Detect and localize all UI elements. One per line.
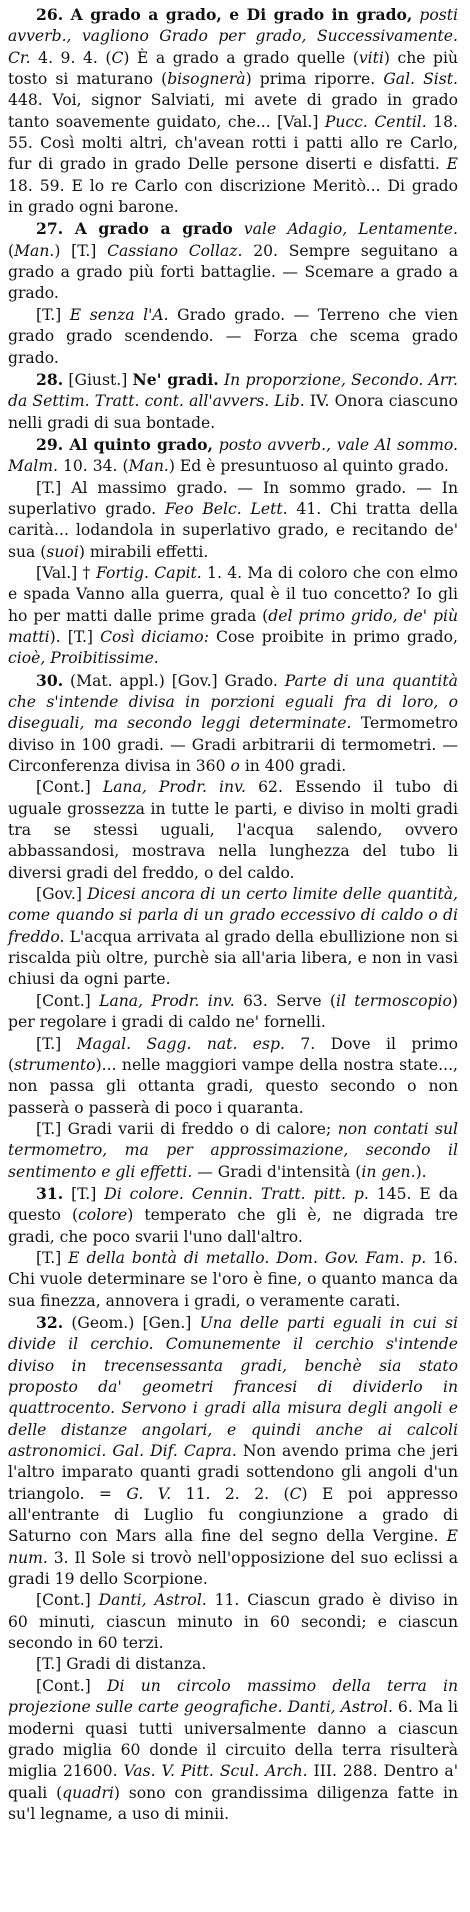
body-text: [Giust.]	[63, 370, 133, 389]
entry-heading: 29. Al quinto grado,	[36, 434, 213, 454]
body-text: 41. Chi tratta della carità... lodandola in superlativo grado, e recitando de' sua (	[8, 499, 459, 561]
body-text: ).	[415, 1162, 427, 1181]
entry-paragraph	[8, 884, 458, 991]
body-text: ). [T.]	[49, 627, 101, 646]
entry-heading: 31.	[36, 1183, 64, 1203]
entry-paragraph	[8, 1312, 458, 1590]
body-text: [Cont.]	[36, 991, 100, 1010]
body-text: 63. Serve (	[234, 991, 336, 1010]
body-text: Cose proibite in primo grado,	[208, 627, 459, 646]
body-text: [T.]	[36, 305, 70, 324]
body-text: (	[8, 241, 15, 260]
entry-paragraph	[8, 563, 458, 670]
italic-text: E senza l'A.	[69, 305, 169, 324]
italic-text: in gen.	[361, 1162, 416, 1181]
italic-text: non contati sul termometro, ma per approssimazione, secondo il sentimento e gli effetti.	[8, 1119, 458, 1181]
italic-text: Vas. V. Pitt. Scul. Arch.	[123, 1762, 308, 1781]
body-text: [Gov.]	[36, 885, 88, 904]
entry-heading: 27. A grado a grado	[36, 219, 233, 239]
entry-paragraph	[8, 1676, 458, 1825]
body-text: [T.]	[36, 1248, 69, 1267]
body-text: ) [T.]	[54, 241, 108, 260]
entry-paragraph	[8, 670, 458, 778]
body-text: 18. 55. Così molti altri, ch'avean rotti i patti allo re Carlo, fur di grado in grado Delle persone diserti e disfatti.	[8, 112, 458, 174]
body-text: III. 288. Dentro a' quali (	[8, 1762, 458, 1802]
italic-text: Parte di una quantità che s'intende divisa in porzioni eguali fra di loro, o diseguali, ma secondo leggi determinate.	[8, 671, 458, 733]
entry-paragraph	[8, 4, 458, 218]
body-text: [T.] Gradi di distanza.	[36, 1655, 207, 1674]
body-text: ) Ed è presuntuoso al quinto grado.	[168, 457, 449, 476]
entry-paragraph	[8, 1248, 458, 1312]
body-text: ) prima riporre.	[245, 70, 384, 89]
body-text: 6. Ma li moderni quasi tutti universalmente danno a ciascun grado miglia 60 donde il circuito della terra risulterà miglia 21600.	[8, 1698, 458, 1781]
body-text: Termometro diviso in 100 gradi. — Gradi arbitrarii di termometri. — Circonferenza divisa in 360	[8, 714, 458, 776]
body-text: [T.]	[63, 1184, 105, 1203]
body-text: Grado grado. — Terreno che vien grado grado scendendo. — Forza che scema grado grado.	[8, 305, 458, 367]
entry-paragraph	[8, 434, 458, 478]
italic-text: posto avverb., vale Al sommo. Malm.	[8, 435, 458, 476]
body-text: 16. Chi vuole determinare se l'oro è fine, o quanto manca da sua finezza, annovera i gradi, o veramente carati.	[8, 1248, 458, 1310]
entry-paragraph	[8, 305, 458, 369]
body-text	[233, 220, 244, 238]
italic-text: Dicesi ancora di un certo limite delle quantità, come quando si parla di un grado eccessivo di caldo o di freddo.	[8, 885, 458, 946]
body-text: ) mirabili effetti.	[78, 542, 209, 561]
body-text: 11. Ciascun grado è diviso in 60 minuti, ciascun minuto in 60 secondi; e ciascun secondo in 60 terzi.	[8, 1591, 458, 1653]
italic-text: In proporzione, Secondo. Arr. da Settim. Tratt. cont. all'avvers. Lib.	[8, 370, 458, 411]
italic-text: Danti, Astrol.	[98, 1591, 207, 1610]
body-text: ) E poi appresso all'entrante di Luglio fu congiunzione a grado di Saturno con Mars alla fine del segno della Vergine.	[8, 1484, 458, 1546]
body-text: 18. 59. E lo re Carlo con discrizione Meritò... Di grado in grado ogni barone.	[8, 176, 458, 217]
body-text: 10. 34. (	[58, 457, 129, 476]
entry-paragraph	[8, 1590, 458, 1654]
body-text: )... nelle maggiori vampe della nostra state..., non passa gli ottanta gradi, questo secondo o non passerà o passerà di poco i quaranta.	[8, 1055, 458, 1117]
body-text: [Cont.]	[36, 1591, 99, 1610]
italic-text: Lana, Prodr. inv.	[99, 991, 235, 1010]
italic-text: posti avverb., vagliono Grado per grado, Successivamente. Cr.	[8, 6, 458, 67]
italic-text: quadri	[62, 1783, 114, 1802]
italic-text: Una delle parti eguali in cui si divide il cerchio. Comunemente il cerchio s'intende diviso in trecensessanta gradi, benchè sia stato proposto da' geometri francesi di dividerlo in quattrocento. Servono i gradi alla misura degli angoli e delle distanze angolari, e quindi anche ai calcoli astronomici. Gal. Dif. Capra.	[8, 1313, 458, 1461]
italic-text: cioè, Proibitissime.	[8, 649, 159, 668]
italic-text: vale Adagio, Lentamente.	[243, 220, 458, 239]
entry-paragraph	[8, 369, 458, 434]
italic-text: colore	[78, 1206, 128, 1225]
entry-paragraph	[8, 478, 458, 563]
body-text: ) temperato che gli è, ne digrada tre gradi, che poco svarii l'uno dall'altro.	[8, 1206, 459, 1246]
italic-text: viti	[358, 48, 384, 67]
entry-heading: 28.	[36, 369, 64, 389]
italic-text: Lana, Prodr. inv.	[102, 778, 246, 797]
body-text: [T.] Al massimo grado. — In sommo grado. — In superlativo grado.	[8, 478, 458, 518]
italic-text: Fortig. Capit.	[95, 563, 202, 582]
body-text: ) per regolare i gradi di caldo ne' fornelli.	[8, 991, 458, 1032]
body-text: ) È a grado a grado quelle (	[123, 48, 359, 67]
italic-text: Così diciamo:	[100, 627, 209, 646]
body-text: 1. 4. Ma di coloro che con elmo e spada Vanno alla guerra, qual è il tuo concetto? Io gli ho per matti dalle prime grada (	[8, 563, 459, 625]
body-text: ) sono con grandissima diligenza fatte in su'l legname, a uso di miniі.	[8, 1783, 458, 1823]
entry-paragraph	[8, 1654, 458, 1675]
entry-paragraph	[8, 1183, 458, 1248]
entry-heading: 32.	[36, 1312, 64, 1332]
entry-heading: Ne' gradi.	[132, 369, 219, 389]
body-text: 145. E da questo (	[8, 1184, 458, 1225]
body-text: ) che più tosto si maturano (	[8, 48, 459, 89]
body-text: 3. Il Sole si trovò nell'opposizione del suo eclissi a gradi 19 dello Scorpione.	[8, 1548, 458, 1589]
entry-paragraph	[8, 1119, 458, 1183]
italic-text: Cassiano Collaz.	[107, 241, 243, 260]
body-text: 11. 2. 2. (	[171, 1484, 290, 1503]
body-text: 20. Sempre seguitano a grado a grado più forti battaglie. — Scemare a grado a grado.	[8, 241, 458, 303]
body-text: Non avendo prima che jeri l'altro imparato quanti gradi sottendono gli angoli d'un triangolo. =	[8, 1442, 458, 1503]
body-text: 7. Dove il primo (	[8, 1034, 458, 1074]
italic-text: E	[446, 155, 458, 174]
italic-text: G. V.	[126, 1484, 172, 1503]
body-text: [T.] Gradi varii di freddo o di calore;	[36, 1119, 338, 1138]
body-text: [Cont.]	[36, 778, 103, 797]
italic-text: bisognerà	[167, 70, 246, 89]
entry-paragraph	[8, 777, 458, 884]
body-text: 448. Voi, signor Salviati, mi avete di grado in grado tanto soavemente guidato, che... [Val.]	[8, 91, 458, 131]
entry-heading: 30.	[36, 670, 64, 690]
italic-text: Man.	[128, 457, 169, 476]
italic-text: Gal. Sist.	[383, 70, 458, 89]
entry-paragraph	[8, 991, 458, 1034]
body-text: [Val.] †	[36, 563, 96, 582]
entry-list	[8, 4, 458, 1825]
body-text: (Geom.) [Gen.]	[63, 1313, 200, 1332]
body-text: 62. Essendo il tubo di uguale grossezza in tutte le parti, e diviso in molti gradi tra se stessi uguali, l'acqua salendo, ovvero abbassandosi, mostrava nella lunghezza del tubo li diversi gradi del freddo, o del caldo.	[8, 778, 458, 882]
italic-text: C	[111, 48, 124, 67]
entry-paragraph	[8, 1034, 458, 1119]
body-text: IV. Onora ciascuno nelli gradi di sua bontade.	[8, 392, 458, 432]
body-text: in 400 gradi.	[239, 757, 347, 776]
entry-heading: 26. A grado a grado, e Di grado in grado,	[36, 5, 413, 24]
italic-text: Pucc. Centil.	[324, 112, 427, 131]
body-text: L'acqua arrivata al grado della ebullizione non si riscalda più oltre, purchè sia all'aria libera, e non in vasi chiusi da ogni parte.	[8, 927, 458, 989]
body-text: [T.]	[36, 1034, 77, 1053]
body-text: [Cont.]	[36, 1676, 107, 1695]
italic-text: del primo grido, de' più matti	[8, 606, 458, 646]
body-text: 4. 9. 4. (	[30, 48, 112, 67]
italic-text: E della bontà di metallo. Dom. Gov. Fam. p.	[68, 1248, 427, 1267]
entry-paragraph	[8, 218, 458, 304]
body-text: — Gradi d'intensità (	[192, 1162, 362, 1181]
body-text: (Mat. appl.) [Gov.] Grado.	[63, 671, 285, 690]
italic-text: strumento	[14, 1055, 96, 1074]
italic-text: Magal. Sagg. nat. esp.	[76, 1034, 285, 1053]
italic-text: il termoscopio	[335, 991, 452, 1010]
italic-text: o	[230, 757, 240, 776]
italic-text: Man.	[14, 241, 55, 260]
italic-text: Di colore. Cennin. Tratt. pitt. p.	[104, 1184, 369, 1203]
italic-text: suoi	[46, 542, 79, 561]
italic-text: Feo Belc. Lett.	[164, 499, 288, 518]
italic-text: C	[289, 1484, 302, 1503]
italic-text: E num.	[8, 1527, 458, 1567]
italic-text: Di un circolo massimo della terra in projezione sulle carte geografiche. Danti, Astrol.	[8, 1676, 459, 1717]
